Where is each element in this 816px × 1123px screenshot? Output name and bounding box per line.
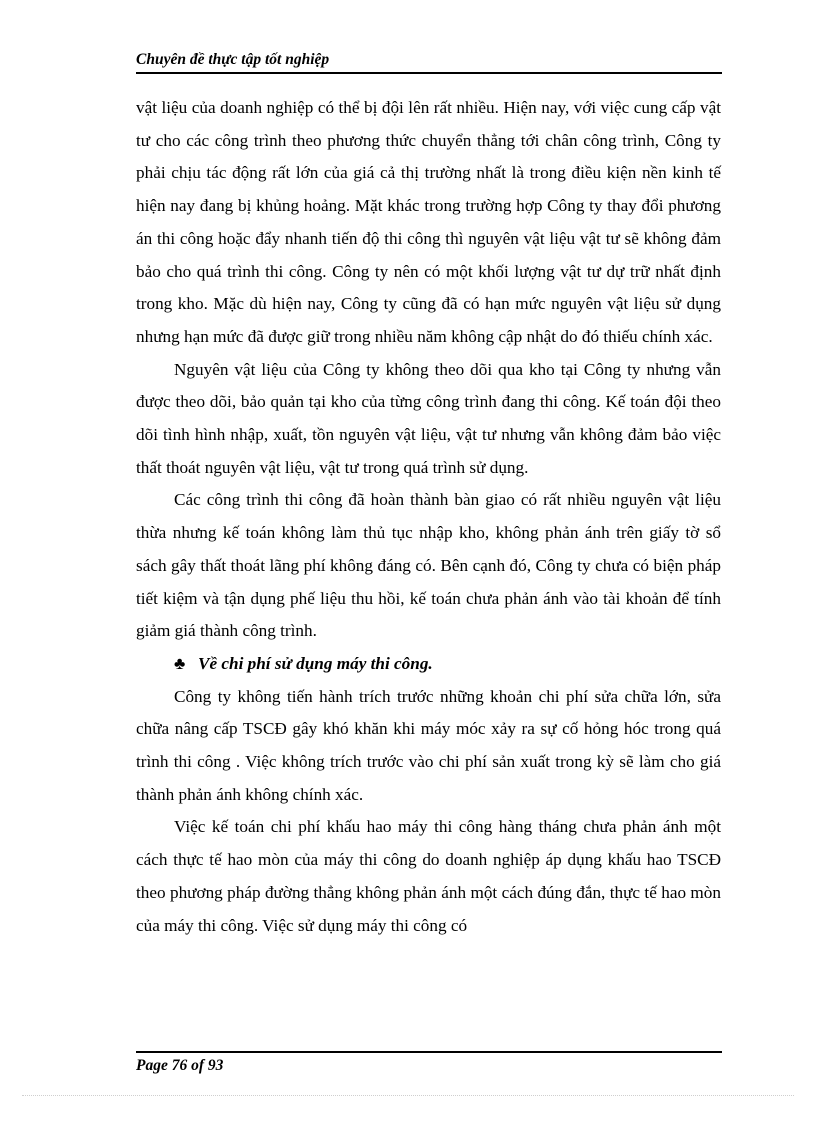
section-heading [136, 648, 721, 681]
document-body [136, 92, 721, 942]
page-edge-divider [22, 1095, 794, 1096]
document-title: Chuyên đề thực tập tốt nghiệp [136, 51, 330, 68]
page-header [136, 48, 722, 74]
page-number: Page 76 of 93 [136, 1057, 224, 1074]
paragraph-continuation: vật liệu của doanh nghiệp có thể bị đội lên rất nhiều. Hiện nay, với việc cung cấp vật tư cho các công trình theo phương thức chuyển thẳng tới chân công trình, Công ty phải chịu tác động rất lớn của giá cả thị trường nhất là trong điều kiện nền kinh tế hiện nay đang bị khủng hoảng. Mặt khác trong trường hợp Công ty thay đổi phương án thi công hoặc đẩy nhanh tiến độ thi công thì nguyên vật liệu vật tư sẽ không đảm bảo cho quá trình thi công. Công ty nên có một khối lượng vật tư dự trữ nhất định trong kho. Mặc dù hiện nay, Công ty cũng đã có hạn mức nguyên vật liệu sử dụng nhưng hạn mức đã được giữ trong nhiều năm không cập nhật do đó thiếu chính xác. [136, 98, 721, 346]
paragraph: Công ty không tiến hành trích trước những khoản chi phí sửa chữa lớn, sửa chữa nâng cấp TSCĐ gây khó khăn khi máy móc xảy ra sự cố hỏng hóc trong quá trình thi công . Việc không trích trước vào chi phí sản xuất trong kỳ sẽ làm cho giá thành phản ánh không chính xác. [136, 686, 721, 804]
club-bullet-icon: ♣ [174, 653, 186, 673]
page-footer [136, 1051, 722, 1074]
paragraph: Việc kế toán chi phí khấu hao máy thi công hàng tháng chưa phản ánh một cách thực tế hao mòn của máy thi công do doanh nghiệp áp dụng khấu hao TSCĐ theo phương pháp đường thẳng không phản ánh một cách đúng đắn, thực tế hao mòn của máy thi công. Việc sử dụng máy thi công có [136, 817, 721, 935]
paragraph: Nguyên vật liệu của Công ty không theo dõi qua kho tại Công ty nhưng vẫn được theo dõi, bảo quản tại kho của từng công trình đang thi công. Kế toán đội theo dõi tình hình nhập, xuất, tồn nguyên vật liệu, vật tư nhưng vẫn không đảm bảo việc thất thoát nguyên vật liệu, vật tư trong quá trình sử dụng. [136, 359, 721, 477]
section-heading-text: Về chi phí sử dụng máy thi công. [198, 653, 433, 673]
paragraph: Các công trình thi công đã hoàn thành bàn giao có rất nhiều nguyên vật liệu thừa nhưng kế toán không làm thủ tục nhập kho, không phản ánh trên giấy tờ sổ sách gây thất thoát lãng phí không đáng có. Bên cạnh đó, Công ty chưa có biện pháp tiết kiệm và tận dụng phế liệu thu hồi, kế toán chưa phản ánh vào tài khoản để tính giảm giá thành công trình. [136, 490, 721, 641]
